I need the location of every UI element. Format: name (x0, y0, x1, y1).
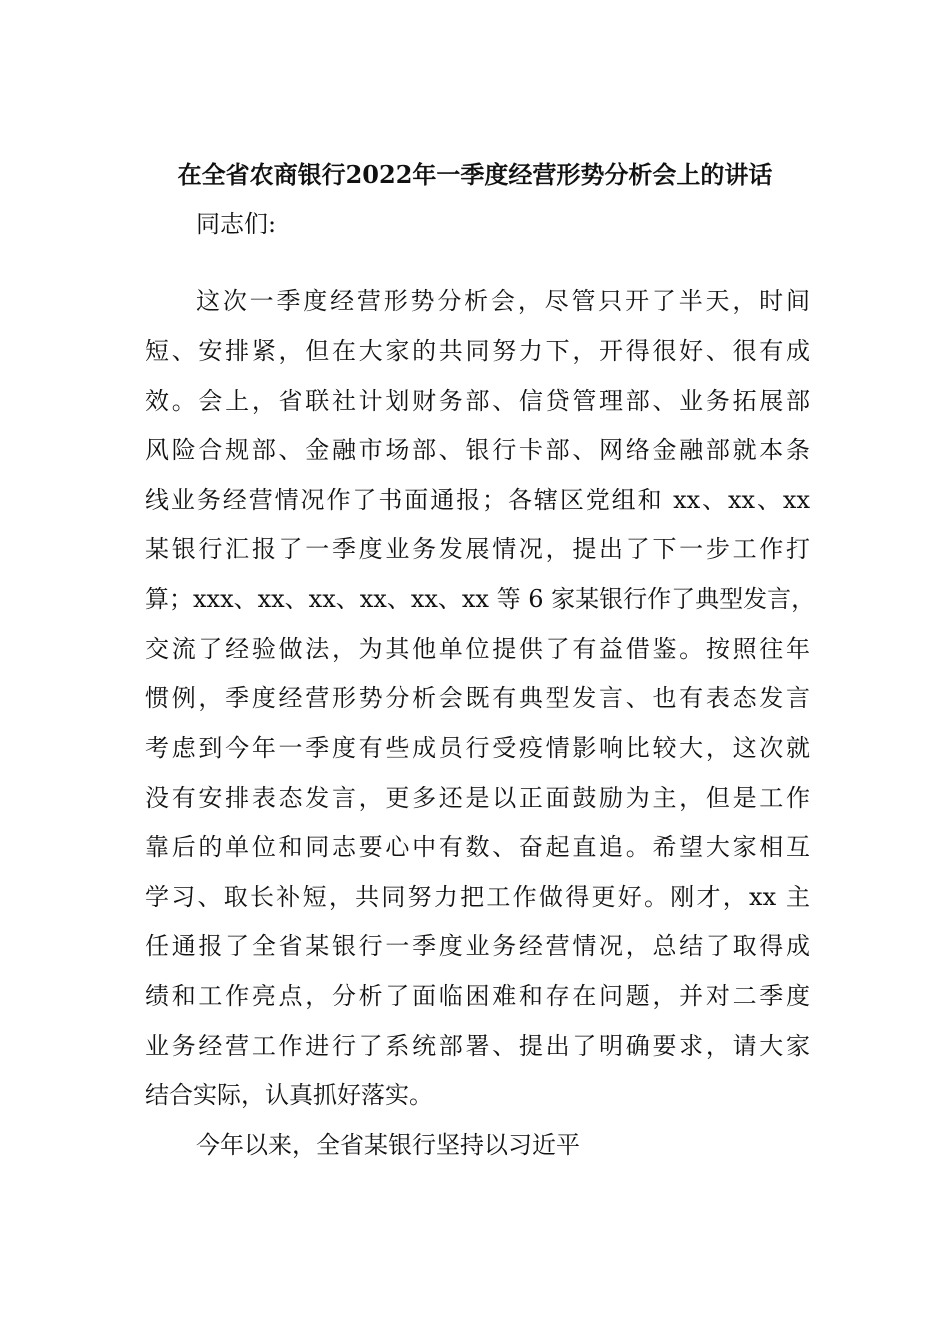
paragraph-line: 任通报了全省某银行一季度业务经营情况，总结了取得成 (145, 932, 810, 960)
paragraph-line: 线业务经营情况作了书面通报；各辖区党组和 xx、xx、xx (145, 486, 810, 514)
paragraph-line: 考虑到今年一季度有些成员行受疫情影响比较大，这次就 (145, 734, 810, 762)
paragraph-line: 短、安排紧，但在大家的共同努力下，开得很好、很有成 (145, 337, 810, 365)
paragraph-line: 没有安排表态发言，更多还是以正面鼓励为主，但是工作 (145, 784, 810, 812)
paragraph-line: 某银行汇报了一季度业务发展情况，提出了下一步工作打 (145, 535, 810, 563)
paragraph-line: 靠后的单位和同志要心中有数、奋起直追。希望大家相互 (145, 833, 810, 861)
paragraph-line: 算；xxx、xx、xx、xx、xx、xx 等 6 家某银行作了典型发言， (145, 585, 816, 613)
paragraph-line: 效。会上，省联社计划财务部、信贷管理部、业务拓展部 (145, 387, 810, 415)
salutation: 同志们: (196, 210, 277, 238)
paragraph-line: 结合实际，认真抓好落实。 (145, 1081, 433, 1109)
paragraph-line: 惯例，季度经营形势分析会既有典型发言、也有表态发言 (145, 684, 810, 712)
paragraph-line: 业务经营工作进行了系统部署、提出了明确要求，请大家 (145, 1032, 810, 1060)
paragraph-line: 这次一季度经营形势分析会，尽管只开了半天，时间 (196, 287, 810, 315)
paragraph-line: 今年以来，全省某银行坚持以习近平 (196, 1131, 580, 1159)
paragraph-line: 风险合规部、金融市场部、银行卡部、网络金融部就本条 (145, 436, 810, 464)
document-title: 在全省农商银行2022年一季度经营形势分析会上的讲话 (177, 160, 773, 189)
paragraph-line: 交流了经验做法，为其他单位提供了有益借鉴。按照往年 (145, 635, 810, 663)
paragraph-line: 学习、取长补短，共同努力把工作做得更好。刚才，xx 主 (145, 883, 810, 911)
paragraph-line: 绩和工作亮点，分析了面临困难和存在问题，并对二季度 (145, 982, 810, 1010)
